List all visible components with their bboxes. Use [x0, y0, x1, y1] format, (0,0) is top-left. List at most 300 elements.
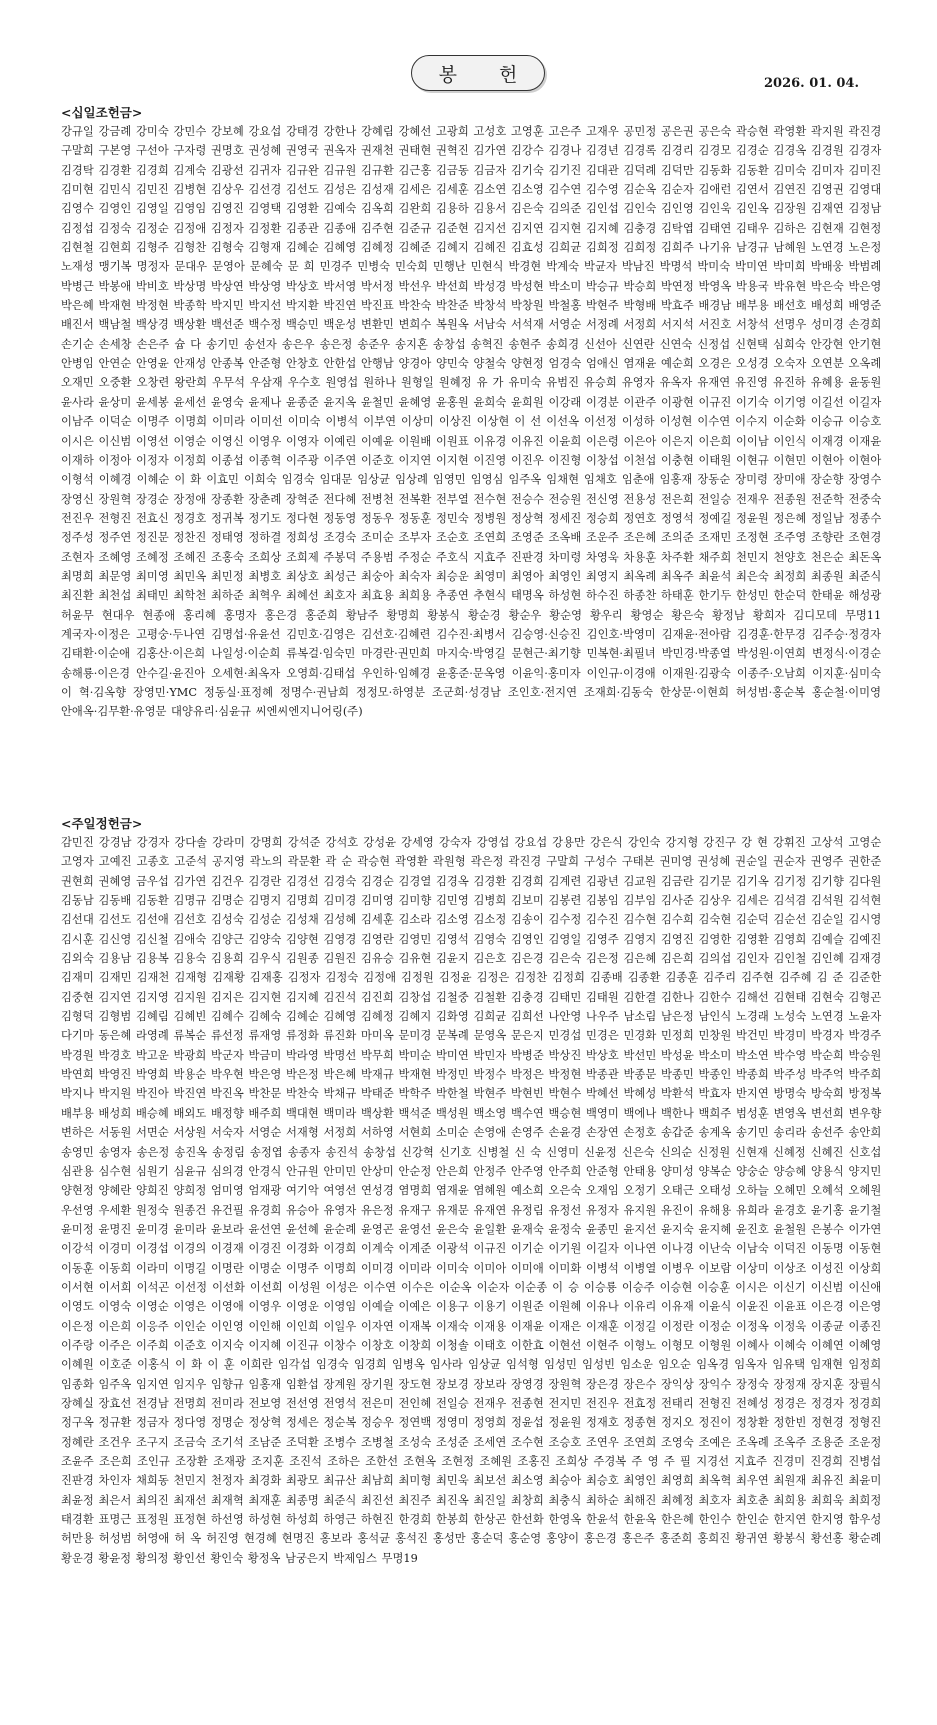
donor-name: 이석곤 [136, 1280, 170, 1294]
donor-name: 김종훈 [665, 971, 699, 985]
donor-name: 송정림 [212, 1145, 245, 1159]
donor-name: 이영선 [136, 434, 169, 448]
donor-name: 이동명 [811, 1242, 844, 1256]
donor-name: 선명우 [773, 318, 807, 332]
donor-name: 박성현 [511, 279, 544, 293]
donor-name: 장정애 [173, 492, 207, 506]
donor-name: 하태훈 [661, 589, 694, 603]
donor-name: 백상경 [136, 318, 169, 332]
donor-name: 김정숙 [325, 971, 359, 985]
donor-name: 김선애 [136, 913, 169, 927]
donor-name: 송해룡·이은경 [61, 666, 131, 680]
donor-name: 김성채 [286, 913, 319, 927]
donor-name: 이재훈 [586, 1319, 619, 1333]
donor-name: 최경화 [248, 1474, 282, 1488]
donor-name: 김순자 [661, 183, 694, 197]
donor-name: 김기향 [811, 874, 844, 888]
donor-name: 홍준희 [305, 608, 338, 622]
donor-name: 이윤진 [736, 1300, 769, 1314]
donor-name: 안연순 [98, 357, 132, 371]
donor-name: 김영란 [361, 932, 394, 946]
donor-name: 임석형 [506, 1358, 539, 1372]
donor-name: 서면순 [136, 1126, 169, 1140]
donor-name: 안주희 [548, 1164, 582, 1178]
donor-name: 원혜정 [438, 376, 472, 390]
donor-name: 윤홍원 [436, 395, 469, 409]
donor-name: 김예진 [848, 932, 882, 946]
donor-name: 조병수 [323, 1435, 357, 1449]
donor-name: 안상미 [361, 1164, 394, 1178]
donor-name: 이순종 [514, 1280, 548, 1294]
donor-name: 김용숙 [173, 952, 207, 966]
donor-name: 김봉련 [548, 894, 582, 908]
donor-name: 이신애 [848, 1280, 882, 1294]
donor-name: 정상혁 [511, 511, 544, 525]
donor-name: 전진우 [61, 511, 94, 525]
donor-name: 김경희 [511, 874, 544, 888]
donor-name: 이신기 [772, 1280, 806, 1294]
donor-name: 이수연 [363, 1280, 396, 1294]
donor-name: 홍리혜 [183, 608, 216, 622]
donor-name: 백수연 [511, 1106, 544, 1120]
donor-name: 조혜영 [98, 550, 132, 564]
donor-name: 민복현·최필녀 [586, 647, 656, 661]
donor-name: 이예은 [398, 1300, 432, 1314]
donor-name: 박창석 [473, 299, 507, 313]
donor-name: 김신철 [136, 932, 169, 946]
donor-name: 조건우 [98, 1435, 132, 1449]
donor-name: 김가연 [473, 144, 507, 158]
donor-name: 윤영숙 [211, 395, 244, 409]
donor-name: 이형노 [623, 1338, 657, 1352]
donor-name: 김종관 [286, 221, 319, 235]
donor-name: 공지영 [212, 855, 245, 869]
donor-name: 김혜순 [286, 241, 319, 255]
donor-name: 한선화 [511, 1513, 544, 1527]
donor-name: 임소운 [620, 1358, 653, 1372]
donor-name: 정귀복 [211, 511, 244, 525]
donor-name: 김정윤 [438, 971, 472, 985]
donor-name: 김완희 [398, 202, 432, 216]
donor-name: 이경재 [211, 1242, 244, 1256]
donor-name: 소미순 [436, 1126, 469, 1140]
donor-name: 민병숙 [357, 260, 391, 274]
donor-name: 최민정 [211, 569, 244, 583]
donor-name: 이재윤 [511, 1319, 544, 1333]
donor-name: 류복순 [173, 1029, 207, 1043]
donor-name: 동은혜 [98, 1029, 132, 1043]
donor-name: 이병우 [661, 1261, 694, 1275]
donor-name: 전은희 [661, 492, 694, 506]
donor-name: 김정애 [363, 971, 396, 985]
donor-name: 김병현 [173, 183, 207, 197]
donor-name: 하영근 [323, 1513, 357, 1527]
donor-name: 김혜영 [323, 241, 357, 255]
donor-name: 오성경 [736, 357, 769, 371]
donor-name: 백상환 [173, 318, 207, 332]
donor-name: 박유현 [773, 279, 807, 293]
donor-name: 고영훈 [511, 125, 544, 138]
donor-name: 문대우 [174, 260, 208, 274]
donor-name: 박환석 [661, 1087, 694, 1101]
donor-name: 윤선혜 [286, 1222, 319, 1236]
donor-name: 이은희 [698, 434, 732, 448]
donor-name: 김태우 [736, 221, 769, 235]
donor-name: 김수영 [586, 183, 619, 197]
donor-name: 박미연 [735, 260, 768, 274]
donor-name: 신은숙 [621, 1145, 655, 1159]
donor-name: 한지연 [773, 1513, 807, 1527]
donor-name: 박소미 [698, 1048, 732, 1062]
donor-name: 김기옥 [736, 874, 769, 888]
donor-name: 이진형 [548, 453, 582, 467]
donor-name: 이인식 [773, 434, 807, 448]
donor-name: 한봉희 [436, 1513, 469, 1527]
donor-name: 신혜진 [810, 1145, 844, 1159]
donor-name: 손영주 [511, 1126, 544, 1140]
donor-name: 최희욱 [811, 1493, 844, 1507]
donor-name: 김정원 [401, 971, 434, 985]
donor-name: 김영권 [811, 183, 844, 197]
donor-name: 홍순철·이미영 [811, 685, 881, 699]
donor-name: 이한효 [511, 1338, 544, 1352]
donor-name: 강금례 [98, 125, 132, 138]
donor-name: 최종원 [811, 569, 844, 583]
donor-name: 김형숙 [211, 241, 244, 255]
donor-name: 조옥주 [773, 1435, 807, 1449]
donor-name: 고상석 [810, 836, 844, 849]
donor-name: 손윤경 [548, 1126, 582, 1140]
donor-name: 조정현 [736, 531, 769, 545]
donor-name: 정찬진 [173, 531, 207, 545]
donor-name: 정경은 [773, 1396, 807, 1410]
donor-name: 유영자 [621, 376, 655, 390]
donor-name: 김영인 [511, 932, 544, 946]
donor-name: 이영순 [136, 1300, 169, 1314]
donor-name: 곽영환 [395, 855, 428, 869]
donor-name: 윤혜영 [398, 395, 432, 409]
donor-name: 최유진 [811, 1474, 844, 1488]
donor-name: 백선준 [211, 318, 244, 332]
donor-name: 김순덕 [736, 913, 769, 927]
donor-name: 주용범 [361, 550, 394, 564]
donor-name: 조하은 [327, 1455, 360, 1468]
donor-name: 윤미라 [173, 1222, 207, 1236]
donor-name: 안수길·윤진아 [136, 666, 206, 680]
donor-name: 황순례 [848, 1532, 882, 1546]
donor-name: 박상명 [173, 279, 207, 293]
donor-name: 최호자 [698, 1493, 732, 1507]
donor-name: 송기민 [206, 337, 239, 351]
donor-name: 유재구 [398, 1203, 432, 1217]
donor-name: 김희선 [511, 1010, 544, 1024]
donor-name: 이명주 [136, 415, 170, 429]
donor-name: 김영석 [436, 932, 469, 946]
donor-name: 김희정 [586, 241, 619, 255]
donor-name: 안경식 [248, 1164, 282, 1178]
donor-name: 박성윤 [661, 1048, 694, 1062]
donor-name: 조주영 [773, 531, 807, 545]
donor-name: 구말희 [61, 144, 94, 158]
donor-name: 이경미 [98, 1242, 132, 1256]
donor-name: 임유택 [772, 1358, 806, 1372]
donor-name: 오혜석 [811, 1184, 844, 1198]
donor-name: 김혜림 [136, 1010, 169, 1024]
donor-name: 박상진 [548, 1048, 582, 1062]
donor-name: 홍은주 [621, 1532, 655, 1546]
donor-name: 김수현 [623, 913, 657, 927]
donor-name: 김영대 [848, 183, 882, 197]
donor-name: 김하은 [773, 221, 807, 235]
donor-name: 류재영 [248, 1029, 282, 1043]
donor-name: 심원기 [136, 1164, 169, 1178]
donor-name: 김가연 [173, 874, 207, 888]
donor-name: 주경복 [593, 1455, 627, 1468]
donor-name: 한상문·이현희 [659, 685, 729, 699]
donor-name: 이미경 [361, 1261, 394, 1275]
donor-name: 김정찬 [514, 971, 548, 985]
donor-name: 문영아 [212, 260, 245, 274]
donor-name: 주정순 [398, 550, 432, 564]
donor-name: 노윤자 [848, 1010, 882, 1024]
donor-name: 김선도 [98, 913, 132, 927]
section-title: <십일조헌금> [61, 105, 143, 120]
donor-name: 박경호 [98, 1048, 132, 1062]
donor-name: 임홍재 [248, 1377, 282, 1391]
donor-name: 한지영 [811, 1513, 844, 1527]
donor-name: 남경규 [736, 241, 769, 255]
donor-name: 김애런 [698, 183, 732, 197]
donor-name: 송준우 [357, 337, 391, 351]
donor-name: 김혜지 [398, 1010, 432, 1024]
donor-name: 이은희 [98, 1319, 132, 1333]
donor-name: 전명희 [173, 1396, 207, 1410]
donor-name: 김형범 [98, 1010, 132, 1024]
donor-name: 한인수 [698, 1513, 732, 1527]
donor-name: 김의섭 [698, 952, 732, 966]
donor-name: 강경남 [98, 836, 132, 849]
donor-name: 이순화 [772, 415, 806, 429]
donor-name: 이수연 [697, 415, 731, 429]
donor-name: 윤지혜 [698, 1222, 732, 1236]
donor-name: 하현진 [361, 1513, 394, 1527]
donor-name: 이경섭 [136, 1242, 169, 1256]
donor-name: 이원혜 [548, 1300, 582, 1314]
donor-name: 노연경 [811, 1010, 844, 1024]
donor-name: 이명희 [323, 1261, 357, 1275]
donor-name: 박승희 [623, 279, 657, 293]
donor-name: 김소정 [473, 913, 507, 927]
donor-name: 유 가 [476, 376, 504, 390]
donor-name: 방숙희 [811, 1087, 844, 1101]
donor-name: 최은서 [98, 1493, 132, 1507]
donor-name: 전종원 [773, 492, 807, 506]
donor-name: 황운경 [61, 1551, 94, 1565]
donor-name: 허 옥 [174, 1532, 202, 1546]
donor-name: 이광석 [436, 1242, 469, 1256]
donor-name: 박소연 [736, 1048, 769, 1062]
donor-name: 김종배 [589, 971, 623, 985]
donor-name: 이성하 [621, 415, 655, 429]
donor-name: 서정희 [323, 1126, 357, 1140]
donor-name: 최승운 [436, 569, 469, 583]
donor-name: 강혜선 [398, 125, 432, 138]
donor-name: 은봉수 [811, 1222, 844, 1236]
donor-name: 윤보라 [211, 1222, 244, 1236]
donor-name: 구성수 [584, 855, 617, 869]
donor-name: 고영순 [848, 836, 882, 849]
donor-name: 이승현 [659, 1280, 693, 1294]
donor-name: 이영애 [211, 1300, 244, 1314]
donor-name: 송창섭 [432, 337, 466, 351]
donor-name: 이윤식 [698, 1300, 732, 1314]
donor-name: 김지혜 [586, 221, 619, 235]
donor-name: 박경미 [773, 1029, 807, 1043]
donor-name: 백희주 [698, 1106, 732, 1120]
donor-name: 정지오 [661, 1416, 694, 1430]
donor-name: 홍성만 [432, 1532, 466, 1546]
donor-name: 박남진 [621, 260, 655, 274]
donor-name: 김영일 [136, 202, 169, 216]
donor-name: 최희용 [398, 589, 432, 603]
donor-name: 박찬숙 [286, 1087, 319, 1101]
donor-name: 황순영 [549, 608, 582, 622]
donor-name: 주호식 [436, 550, 469, 564]
donor-name: 김은숙 [548, 952, 582, 966]
donor-name: 배정향 [211, 1106, 244, 1120]
donor-name: 김명섭·유윤선 [211, 627, 281, 641]
donor-name: 이병열 [623, 1261, 657, 1275]
donor-name: 김외숙 [61, 952, 94, 966]
donor-name: 이미선 [249, 415, 283, 429]
donor-name: 김기진 [548, 163, 582, 177]
donor-name: 이형원 [698, 1338, 732, 1352]
donor-name: 강요섭 [514, 836, 548, 849]
donor-name: 이기원 [548, 1242, 582, 1256]
donor-name: 김동환 [136, 894, 169, 908]
donor-name: 권명호 [211, 144, 244, 158]
donor-name: 권순일 [735, 855, 768, 869]
donor-name: 이경의 [173, 1242, 207, 1256]
donor-name: 황영순 [630, 608, 664, 622]
donor-name: 박성원·이연희 [736, 647, 806, 661]
donor-name: 홍희진 [697, 1532, 731, 1546]
donor-name: 진경희 [810, 1455, 844, 1468]
donor-name: 김명희 [286, 894, 319, 908]
donor-name: 최의진 [136, 1493, 169, 1507]
name-list [61, 122, 881, 722]
donor-name: 현명진 [281, 1532, 315, 1546]
donor-name: 이승훈 [697, 1280, 731, 1294]
donor-name: 무명11 [844, 608, 882, 622]
donor-name: 김금동 [436, 163, 469, 177]
donor-name: 조경숙 [323, 531, 357, 545]
donor-name: 송영자 [98, 1145, 132, 1159]
donor-name: 류정화 [286, 1029, 319, 1043]
donor-name: 조연희 [473, 531, 507, 545]
donor-name: 박배웅 [810, 260, 844, 274]
donor-name: 박지민 [211, 299, 244, 313]
donor-name: 곽문환 [287, 855, 321, 869]
donor-name: 이미아 [473, 1261, 507, 1275]
donor-name: 임정희 [848, 1358, 882, 1372]
donor-name: 홍순덕 [470, 1532, 504, 1546]
donor-name: 김현재 [811, 221, 844, 235]
donor-name: 정진이 [698, 1416, 732, 1430]
donor-name: 고광희 [436, 125, 469, 138]
donor-name: 양숭순 [736, 1164, 769, 1178]
donor-name: 김봉임 [586, 894, 619, 908]
donor-name: 류복걸·임숙민 [286, 647, 356, 661]
donor-name: 장원혁 [98, 492, 132, 506]
donor-name: 양경아 [398, 357, 432, 371]
donor-name: 박현수 [548, 1087, 582, 1101]
donor-name: 전부열 [436, 492, 469, 506]
donor-name: 백승현 [548, 1106, 582, 1120]
donor-name: 오창련 [136, 376, 170, 390]
donor-name: 임옥경 [696, 1358, 729, 1372]
donor-name: 김현숙 [811, 990, 844, 1004]
donor-name: 최영희 [661, 1474, 694, 1488]
donor-name: 곽 순 [325, 855, 353, 869]
donor-name: 이상조 [773, 1261, 807, 1275]
donor-name: 황정남 [712, 608, 745, 622]
donor-name: 김세은 [398, 183, 432, 197]
donor-name: 변선희 [811, 1106, 844, 1120]
donor-name: 조병철 [361, 1435, 394, 1449]
donor-name: 송창섭 [363, 1145, 396, 1159]
donor-name: 조혜진 [173, 550, 207, 564]
donor-name: 김영일 [548, 932, 582, 946]
donor-name: 서현희 [398, 1126, 432, 1140]
donor-name: 윤재숙 [511, 1222, 544, 1236]
donor-name: 박경자 [811, 1029, 844, 1043]
donor-name: 강영섭 [476, 836, 510, 849]
donor-name: 백승민 [286, 318, 319, 332]
donor-name: 최원재 [773, 1474, 807, 1488]
donor-name: 이영도 [61, 1300, 94, 1314]
donor-name: 정한빈 [773, 1416, 807, 1430]
donor-name: 백한나 [661, 1106, 694, 1120]
donor-name: 박선민 [623, 1048, 657, 1062]
donor-name: 홍은경 [264, 608, 298, 622]
donor-name: 이성은 [325, 1280, 359, 1294]
donor-name: 장혁준 [286, 492, 319, 506]
donor-name: 조진석 [289, 1455, 322, 1468]
donor-name: 이인순 [173, 1319, 207, 1333]
donor-name: 최숙자 [398, 569, 432, 583]
donor-name: 김정은 [476, 971, 510, 985]
donor-name: 조혜정 [136, 550, 169, 564]
donor-name: 손경희 [848, 318, 882, 332]
donor-name: 주 영 [631, 1455, 659, 1468]
donor-name: 이진영 [473, 453, 507, 467]
donor-name: 이혜영 [848, 1338, 882, 1352]
donor-name: 강경자 [136, 836, 170, 849]
donor-name: 김혜진 [473, 241, 507, 255]
donor-name: 김정환 [248, 221, 282, 235]
donor-name: 이기영 [773, 395, 807, 409]
donor-name: 이혜사 [736, 1338, 769, 1352]
donor-name: 안정주 [473, 1164, 507, 1178]
donor-name: 김정애 [173, 221, 207, 235]
donor-name: 오옥례 [848, 357, 882, 371]
donor-name: 이명란 [211, 1261, 244, 1275]
donor-name: 최상호 [286, 569, 319, 583]
donor-name: 심희숙 [772, 337, 806, 351]
donor-name: 조향란 [811, 531, 844, 545]
donor-name: 김주현 [741, 971, 774, 985]
